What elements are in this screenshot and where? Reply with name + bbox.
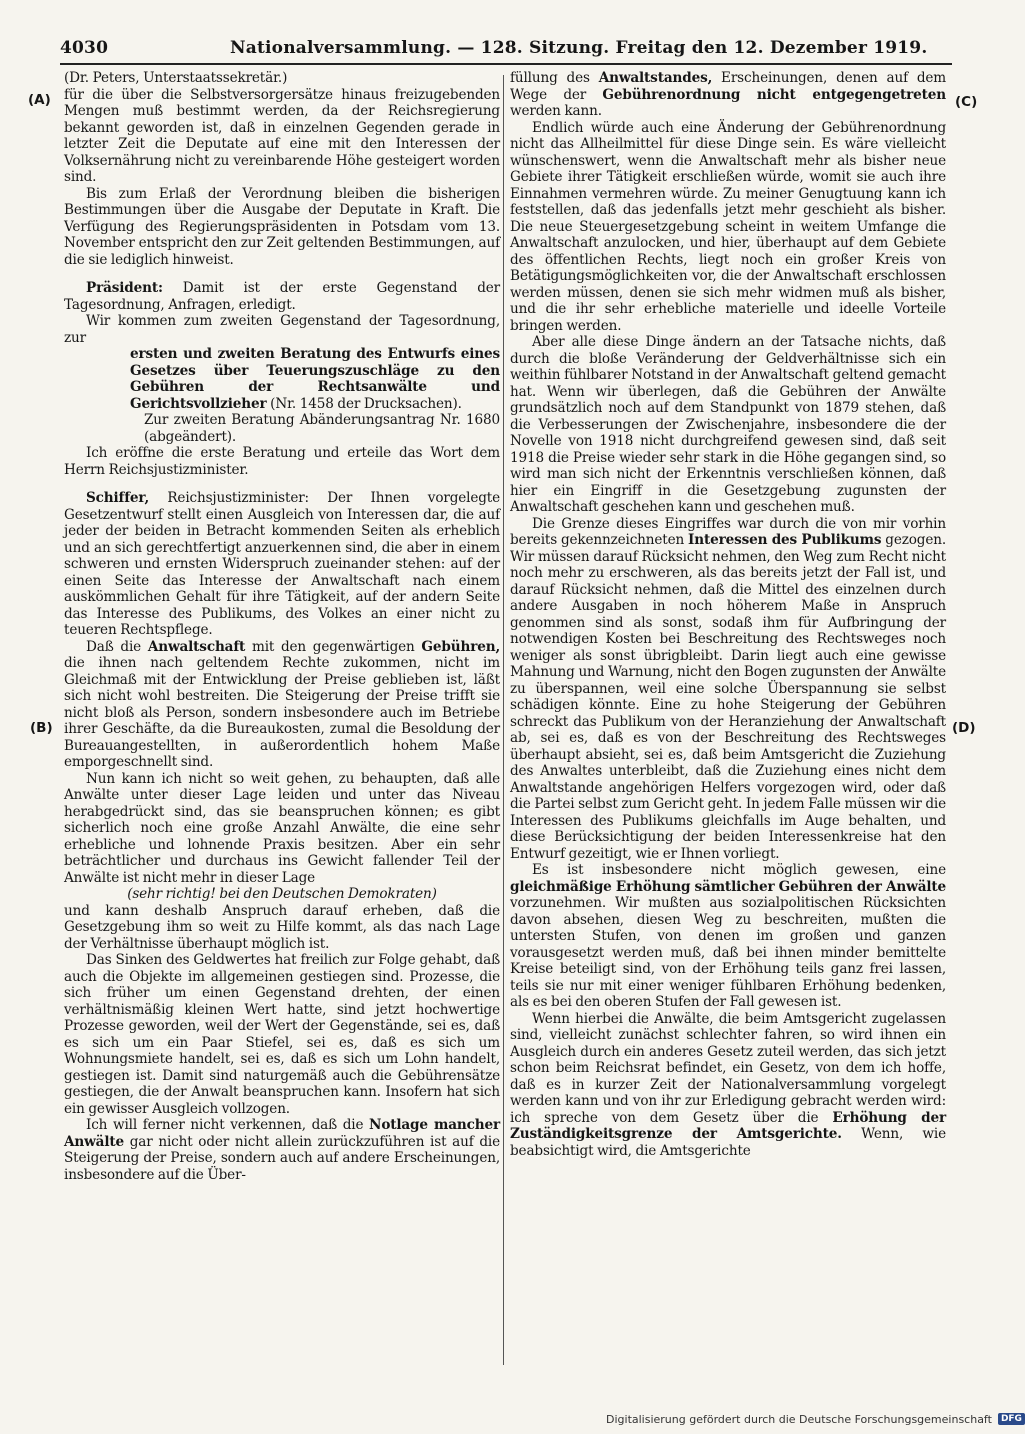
paragraph: Ich eröffne die erste Beratung und erteile das Wort dem Herrn Reichsjustizminister. [64,445,500,478]
interjection: (sehr richtig! bei den Deutschen Demokraten) [127,886,437,902]
margin-marker-d: (D) [952,720,976,736]
text-run: mit den gegenwärtigen [251,638,415,655]
paragraph [510,862,946,1011]
speaker-name: Schiffer, [86,490,150,506]
text-run: gar nicht oder nicht allein zurückzuführen ist auf die Steigerung der Preise, sondern auch auf andere Erscheinungen, insbesondere auf die Über- [64,1133,500,1183]
paragraph [510,1011,946,1160]
text-run: Erscheinungen, denen auf dem Wege der [510,70,947,103]
paragraph [64,639,500,771]
emphasis: Interessen des Publikums [688,532,882,548]
amendment-note: Zur zweiten Beratung Abänderungsantrag Nr. 1680 (abgeändert). [144,412,500,445]
margin-marker-a: (A) [28,92,51,108]
text-run: Es ist insbesondere nicht möglich gewesen, eine [532,862,946,878]
text-run: füllung des [510,70,590,86]
bill-title: ersten und zweiten Beratung des Entwurfs eines Gesetzes über Teuerungszuschläge zu den Gebühren der Rechtsanwälte und Gerichtsvollzieher [130,346,500,412]
text-run: Daß die [86,638,142,655]
header-rule [60,63,952,65]
text-run: die ihnen nach geltendem Rechte zukommen, nicht im Gleichmaß mit der Entwicklung der Preise geblieben ist, läßt sich nicht wohl bestreiten. Die Steigerung der Preise trifft sie nicht bloß als Person, sondern insbesondere auch im Betriebe ihrer Geschäfte, da die Bureaukosten, zumal die Besoldung der Bureauangestellten, in außerordentlich hohem Maße emporgeschnellt sind. [64,655,500,770]
page-header [60,34,952,64]
margin-marker-c: (C) [955,94,978,110]
digitization-credit [606,1410,1022,1428]
paragraph: Das Sinken des Geldwertes hat freilich zur Folge gehabt, daß auch die Objekte im allgemeinen gestiegen sind. Prozesse, die sich früher um einen Gegenstand drehten, der einen verhältnismäßig kleinen Wert hatte, sind jetzt hochwertige Prozesse geworden, weil der Wert der Gegenstände, sei es, daß es sich um ein Paar Stiefel, sei es, daß es sich um Wohnungsmiete handelt, sei es, daß es sich um Lohn handelt, gestiegen ist. Damit sind naturgemäß auch die Gebührensätze gestiegen, die der Anwalt beanspruchen kann. Insofern hat sich ein gewisser Ausgleich vollzogen. [64,952,500,1117]
paragraph: Bis zum Erlaß der Verordnung bleiben die bisherigen Bestimmungen über die Ausgabe der Deputate in Kraft. Die Verfügung des Regierungspräsidenten in Potsdam vom 13. November entspricht den zur Zeit geltenden Bestimmungen, auf die sie lediglich hinweist. [64,185,500,268]
text-run: werden kann. [510,103,602,119]
left-column [64,70,500,1183]
paragraph: Wir kommen zum zweiten Gegenstand der Tagesordnung, zur [64,313,500,346]
emphasis: gleichmäßige Erhöhung sämtlicher Gebühren der Anwälte [510,878,946,895]
right-column [510,70,946,1159]
text-run: Ich will ferner nicht verkennen, daß die [86,1117,364,1133]
text-run: Wenn, wie beabsichtigt wird, die Amtsgerichte [510,1126,946,1159]
paragraph [510,516,946,863]
paragraph: Nun kann ich nicht so weit gehen, zu behaupten, daß alle Anwälte unter dieser Lage leiden und unter das Niveau herabgedrückt sind, das sie beanspruchen können; es gibt sicherlich noch eine große Anzahl Anwälte, die eine sehr erhebliche und lohnende Praxis besitzen. Aber ein sehr beträchtlicher und durchaus ins Gewicht fallender Teil der Anwälte ist nicht mehr in dieser Lage [64,770,500,886]
paragraph: Aber alle diese Dinge ändern an der Tatsache nichts, daß durch die bloße Veränderung der Geldverhältnisse sich ein weithin fühlbarer Notstand in der Anwaltschaft geltend gemacht hat. Wenn wir überlegen, daß die Gebühren der Anwälte grundsätzlich noch auf dem Standpunkt von 1879 stehen, daß die Verbesserungen der Zwischenjahre, insbesondere die der Novelle von 1918 nicht durchgreifend gewesen sind, daß seit 1918 die Preise wieder sehr stark in die Höhe gegangen sind, so wird man sich nicht der Erkenntnis verschließen können, daß hier ein Eingriff in die Gesetzgebung zugunsten der Anwaltschaft geschehen kann und geschehen muß. [510,334,946,515]
text-run: vorzunehmen. Wir mußten aus sozialpolitischen Rücksichten davon absehen, diesen Weg zu beschreiten, mußten die untersten Stufen, von denen im großen und ganzen vorausgesetzt werden muß, daß bei ihnen minder bemittelte Kreise beteiligt sind, von der Erhöhung teils ganz frei lassen, teils sie nur mit einer weniger fühlbaren Erhöhung bedenken, als es bei den oberen Stufen der Fall gewesen ist. [510,895,946,1010]
paragraph [64,490,500,639]
paragraph [64,280,500,313]
text-run: Wenn hierbei die Anwälte, die beim Amtsgericht zugelassen sind, vielleicht zunächst schlechter fahren, so wird ihnen ein Ausgleich durch ein anderes Gesetz zuteil werden, das sich jetzt schon beim Reichsrat befindet, ein Gesetz, von dem ich hoffe, daß es in kurzer Zeit der Nationalversammlung vorgelegt werden kann und von ihr zur Erledigung gebracht werden wird: ich spreche von dem Gesetz über die [510,1010,946,1126]
running-title: Nationalversammlung. — 128. Sitzung. Freitag den 12. Dezember 1919. [230,38,928,58]
margin-marker-b: (B) [30,720,53,736]
emphasis: Anwaltstandes, [598,70,713,86]
text-run: Die Grenze dieses Eingriffes war durch die von mir vorhin bereits gekennzeichneten [510,515,946,548]
paragraph [64,1117,500,1183]
paragraph: und kann deshalb Anspruch darauf erheben, daß die Gesetzgebung ihm so weit zu Hilfe kommt, als das nach Lage der Verhältnisse überhaupt möglich ist. [64,902,500,952]
paragraph: Endlich würde auch eine Änderung der Gebührenordnung nicht das Allheilmittel für diese Dinge sein. Es wäre vielleicht wünschenswert, wenn die Anwaltschaft mehr als bisher neue Gebiete ihrer Tätigkeit erschließen würde, womit sie auch ihre Einnahmen vermehren würde. Zu meiner Genugtuung kann ich feststellen, daß das jedenfalls jetzt mehr geschieht als bisher. Die neue Steuergesetzgebung scheint in weitem Umfange die Anwaltschaft anzulocken, und hier, überhaupt auf dem Gebiete des öffentlichen Rechts, liegt noch ein großer Kreis von Betätigungsmöglichkeiten vor, die der Anwaltschaft erschlossen werden müssen, denen sie sich mehr widmen muß als bisher, und die ihr sehr erhebliche materielle und ideelle Vorteile bringen werden. [510,119,946,334]
speaker-name: Präsident: [86,280,163,296]
paragraph-text: Reichsjustizminister: Der Ihnen vorgelegte Gesetzentwurf stellt einen Ausgleich von Interessen dar, die auf jeder der beiden in Betracht kommenden Seiten als erheblich und an sich gerechtfertigt anzuerkennen sind, die aber in einem schweren und ernsten Widerspruch zueinander stehen: auf der einen Seite das Interesse der Anwaltschaft nach einem auskömmlichen Gehalt für ihre Tätigkeit, auf der andern Seite das Interesse des Publikums, des Volkes an einer nicht zu teueren Rechtspflege. [64,490,500,638]
emphasis: Gebührenordnung nicht entgegengetreten [602,86,946,103]
bill-reference: (Nr. 1458 der Drucksachen). [270,395,462,412]
page-number: 4030 [60,38,109,58]
emphasis: Notlage mancher Anwälte [64,1117,500,1150]
column-separator [503,75,504,1365]
emphasis: Erhöhung der Zuständigkeitsgrenze der Amtsgerichte. [510,1109,946,1142]
dfg-logo: DFG [998,1413,1025,1425]
speaker-note: (Dr. Peters, Unterstaatssekretär.) [64,70,288,86]
emphasis: Anwaltschaft [147,638,246,655]
credit-text: Digitalisierung gefördert durch die Deutsche Forschungsgemeinschaft [606,1412,992,1426]
paragraph [510,70,946,120]
text-run: gezogen. Wir müssen darauf Rücksicht nehmen, den Weg zum Recht nicht noch mehr zu erschweren, als das bereits jetzt der Fall ist, und darauf Rücksicht nehmen, daß die Mittel des einzelnen durch andere Ausgaben in noch höherem Maße in Anspruch genommen sind als sonst, sodaß ihm für Aufbringung der notwendigen Kosten bei Beschreitung des Rechtsweges noch weniger als sonst übrigbleibt. Darin liegt auch eine gewisse Mahnung und Warnung, nicht den Bogen zugunsten der Anwälte zu überspannen, weil eine solche Überspannung sie selbst schädigen könnte. Eine zu hohe Steigerung der Gebühren schreckt das Publikum von der Heranziehung der Anwaltschaft ab, sei es, daß es von der Beschreitung des Rechtsweges überhaupt absieht, sei es, daß beim Amtsgericht die Zuziehung des Anwaltes unterbleibt, daß die Zuziehung eines nicht dem Anwaltstande angehörigen Helfers vorgezogen wird, oder daß die Partei selbst zum Gericht geht. In jedem Falle müssen wir die Interessen des Publikums gleichfalls im Auge behalten, und diese Berücksichtigung der beiden Interessenkreise hat den Entwurf gezeitigt, wie er Ihnen vorliegt. [510,532,946,862]
paragraph: für die über die Selbstversorgersätze hinaus freizugebenden Mengen muß bestimmt werden, da der Reichsregierung bekannt geworden ist, daß in einzelnen Gegenden gerade in letzter Zeit die Deputate auf eine mit den Interessen der Volksernährung nicht zu vereinbarende Höhe gesteigert worden sind. [64,86,500,185]
emphasis: Gebühren, [421,638,501,655]
paragraph-text: Damit ist der erste Gegenstand der Tagesordnung, Anfragen, erledigt. [64,280,501,313]
bill-heading [130,346,500,412]
